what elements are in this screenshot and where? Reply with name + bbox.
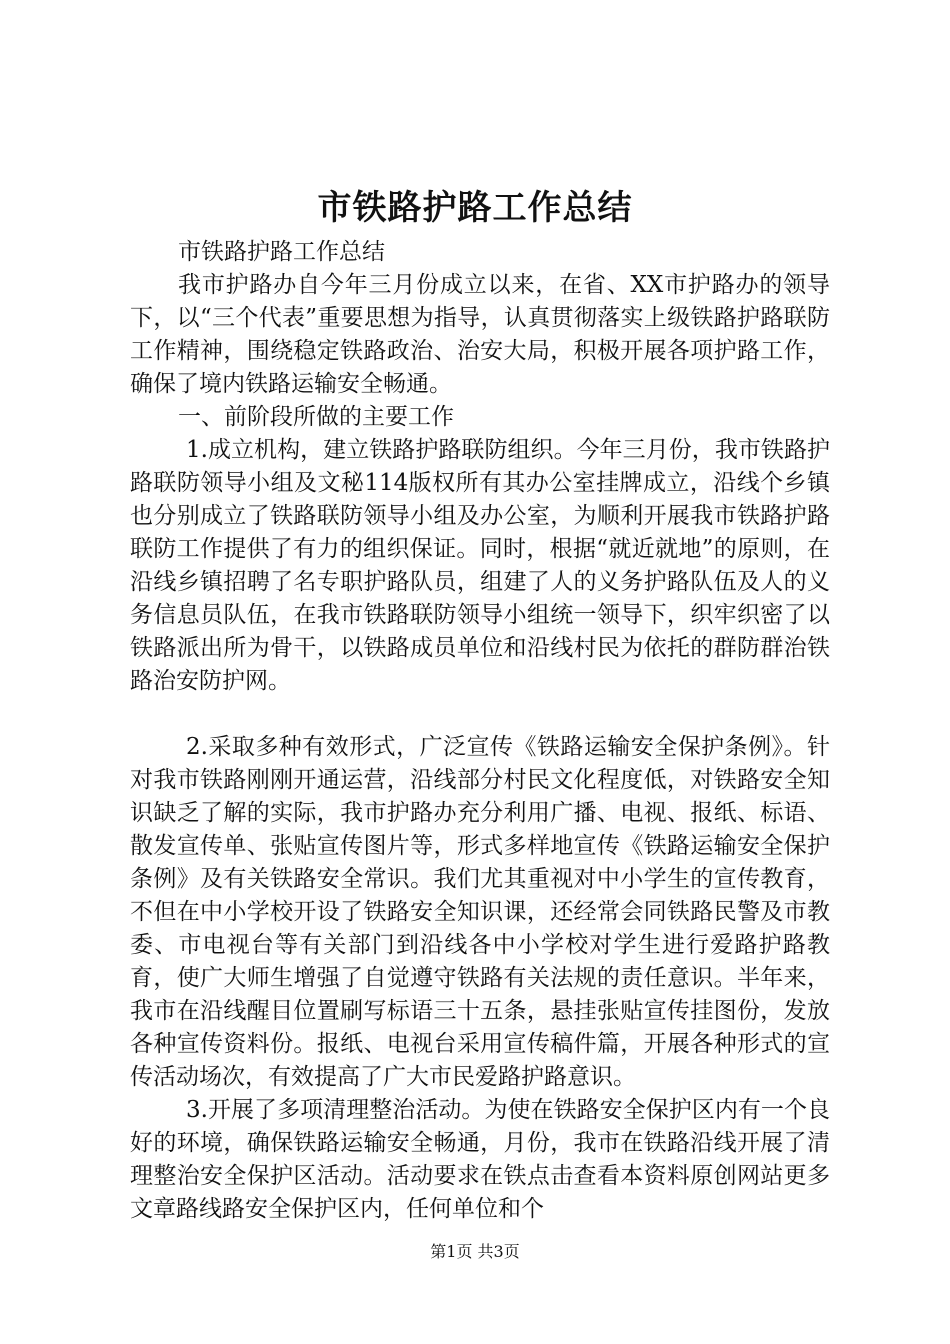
paragraph-spacer <box>130 698 830 731</box>
section-heading: 一、前阶段所做的主要工作 <box>178 404 454 430</box>
paragraph-intro: 我市护路办自今年三月份成立以来，在省、XX市护路办的领导下，以“三个代表”重要思想为指导，认真贯彻落实上级铁路护路联防工作精神，围绕稳定铁路政治、治安大局，积极开展各项护路工作，确保了境内铁路运输安全畅通。 <box>130 272 830 397</box>
page-footer: 第1页 共3页 <box>430 1242 520 1261</box>
paragraph-item-2: 2.采取多种有效形式，广泛宣传《铁路运输安全保护条例》。针对我市铁路刚刚开通运营，沿线部分村民文化程度低，对铁路安全知识缺乏了解的实际，我市护路办充分利用广播、电视、报纸、标语、散发宣传单、张贴宣传图片等，形式多样地宣传《铁路运输安全保护条例》及有关铁路安全常识。我们尤其重视对中小学生的宣传教育，不但在中小学校开设了铁路安全知识课，还经常会同铁路民警及市教委、市电视台等有关部门到沿线各中小学校对学生进行爱路护路教育，使广大师生增强了自觉遵守铁路有关法规的责任意识。半年来，我市在沿线醒目位置刷写标语三十五条，悬挂张贴宣传挂图份，发放各种宣传资料份。报纸、电视台采用宣传稿件篇，开展各种形式的宣传活动场次，有效提高了广大市民爱路护路意识。 <box>130 734 830 1090</box>
paragraph-item-1: 1.成立机构，建立铁路护路联防组织。今年三月份，我市铁路护路联防领导小组及文秘114版权所有其办公室挂牌成立，沿线个乡镇也分别成立了铁路联防领导小组及办公室，为顺利开展我市铁路护路联防工作提供了有力的组织保证。同时，根据“就近就地”的原则，在沿线乡镇招聘了名专职护路队员，组建了人的义务护路队伍及人的义务信息员队伍，在我市铁路联防领导小组统一领导下，织牢织密了以铁路派出所为骨干，以铁路成员单位和沿线村民为依托的群防群治铁路治安防护网。 <box>130 437 830 694</box>
document-title: 市铁路护路工作总结 <box>317 188 633 228</box>
paragraph-item-3: 3.开展了多项清理整治活动。为使在铁路安全保护区内有一个良好的环境，确保铁路运输安全畅通，月份，我市在铁路沿线开展了清理整治安全保护区活动。活动要求在铁点击查看本资料原创网站更多文章路线路安全保护区内，任何单位和个 <box>130 1097 830 1222</box>
document-subtitle: 市铁路护路工作总结 <box>178 239 385 265</box>
document-body <box>130 236 830 1226</box>
